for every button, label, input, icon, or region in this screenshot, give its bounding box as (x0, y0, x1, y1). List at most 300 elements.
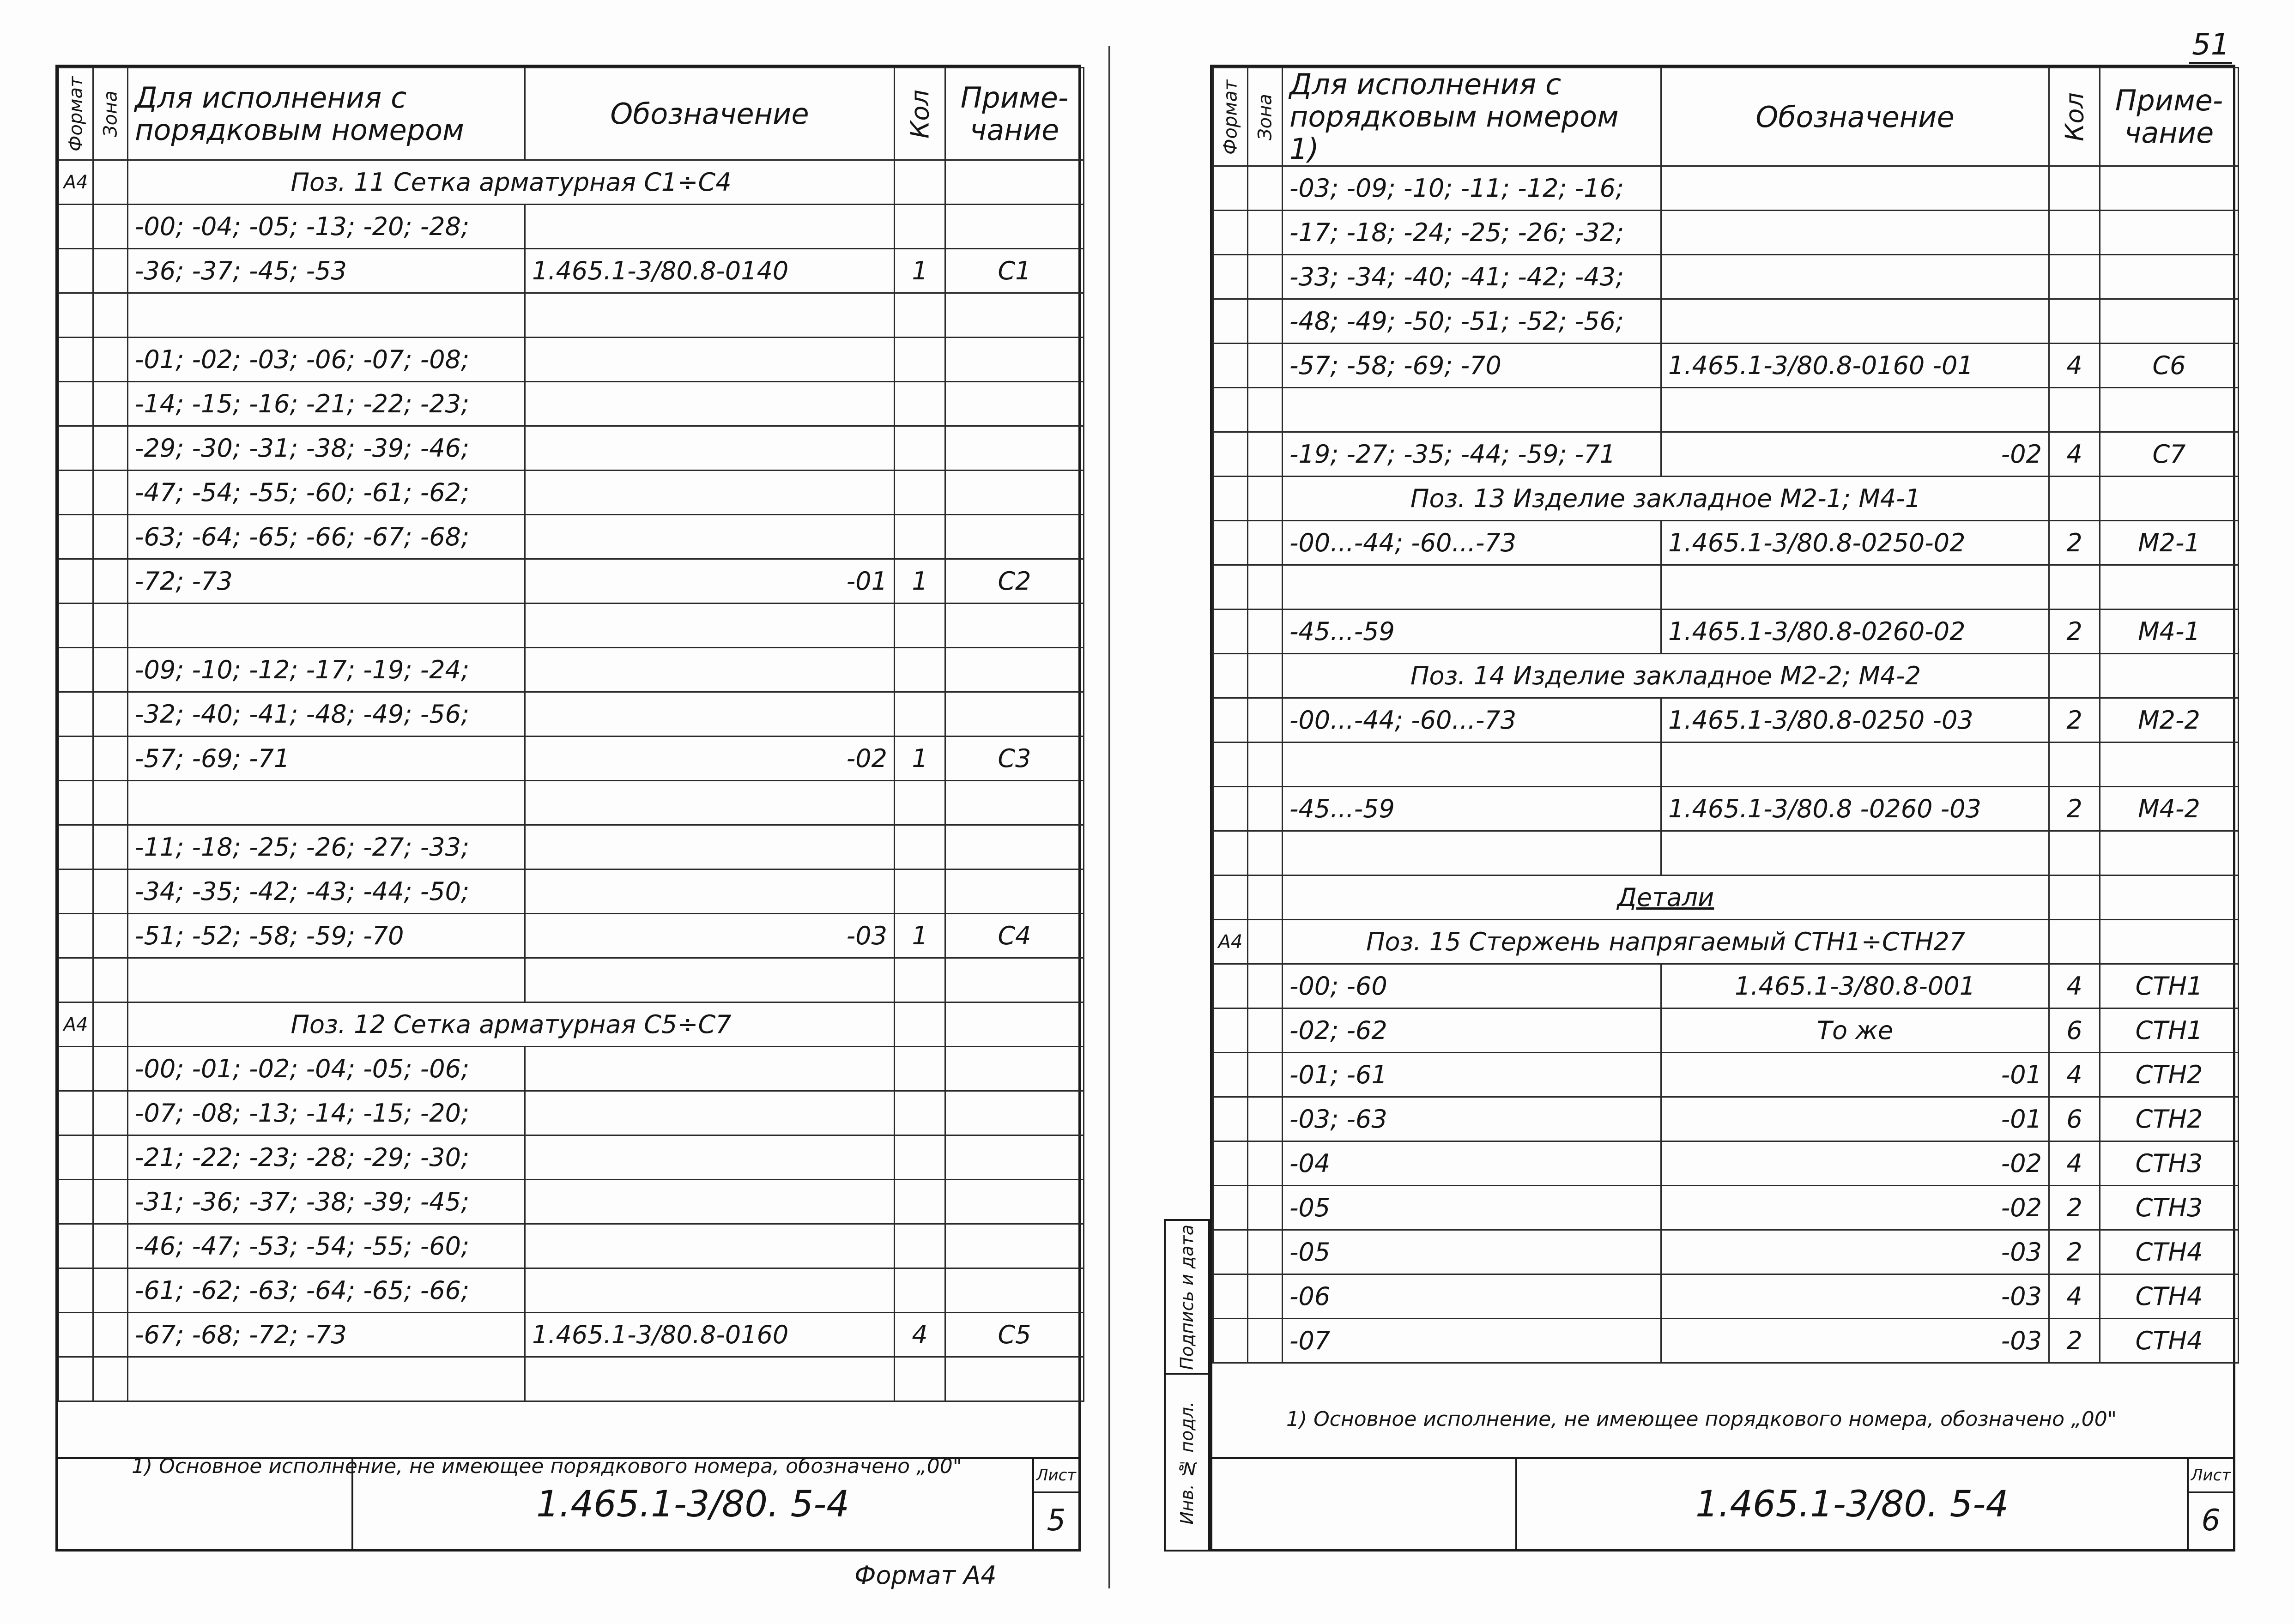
variant-cell: -07 (1283, 1319, 1661, 1363)
note-cell: С3 (945, 737, 1084, 781)
sheet-box (1032, 1459, 1078, 1549)
qty-cell (2049, 920, 2100, 964)
qty-cell (2049, 831, 2100, 875)
doc-number: 1.465.1-3/80. 5-4 (536, 1483, 849, 1525)
designation-cell (525, 426, 895, 471)
format-cell (59, 1357, 93, 1401)
qty-cell (895, 1357, 945, 1401)
format-cell: А4 (1213, 920, 1248, 964)
spec-table-right (1212, 67, 2239, 1364)
variant-cell: -03; -63 (1283, 1097, 1661, 1141)
designation-cell (525, 692, 895, 737)
note-cell (945, 160, 1084, 205)
format-cell (1213, 1319, 1248, 1363)
qty-cell (895, 515, 945, 559)
zone-cell (93, 604, 128, 648)
designation-cell: -01 (1661, 1097, 2049, 1141)
zone-cell (1248, 1230, 1283, 1274)
table-row (1213, 166, 2239, 211)
zone-cell (93, 648, 128, 692)
designation-cell: То же (1661, 1008, 2049, 1053)
spec-sheet-left (55, 65, 1081, 1552)
table-row (1213, 787, 2239, 831)
designation-cell (1661, 211, 2049, 255)
table-row (1213, 1319, 2239, 1363)
designation-cell (525, 1091, 895, 1135)
designation-cell (525, 1180, 895, 1224)
designation-cell: -02 (1661, 1141, 2049, 1186)
designation-cell: 1.465.1-3/80.8 -0260 -03 (1661, 787, 2049, 831)
designation-cell (525, 869, 895, 914)
qty-cell (895, 471, 945, 515)
zone-cell (93, 559, 128, 604)
variant-cell: -03; -09; -10; -11; -12; -16; (1283, 166, 1661, 211)
sheet-box (2187, 1459, 2233, 1549)
qty-cell: 6 (2049, 1097, 2100, 1141)
variant-cell: -00; -04; -05; -13; -20; -28; (128, 205, 525, 249)
header-row (1213, 68, 2239, 166)
format-cell (59, 426, 93, 471)
designation-cell: 1.465.1-3/80.8-001 (1661, 964, 2049, 1008)
note-cell (2100, 255, 2239, 299)
format-cell (59, 205, 93, 249)
variant-cell: -00...-44; -60...-73 (1283, 698, 1661, 743)
variant-cell: -45...-59 (1283, 787, 1661, 831)
section-row (1213, 477, 2239, 521)
format-cell (59, 471, 93, 515)
variant-cell: -45...-59 (1283, 610, 1661, 654)
spec-table-left (58, 67, 1084, 1402)
footnote-right: 1) Основное исполнение, не имеющее порядкового номера, обозначено „00" (1286, 1407, 2117, 1431)
section-title: Поз. 11 Сетка арматурная С1÷С4 (128, 160, 895, 205)
qty-cell: 2 (2049, 1319, 2100, 1363)
designation-cell (1661, 166, 2049, 211)
variant-cell: -17; -18; -24; -25; -26; -32; (1283, 211, 1661, 255)
designation-cell (525, 338, 895, 382)
qty-cell: 2 (2049, 787, 2100, 831)
qty-cell (2049, 477, 2100, 521)
designation-cell: -01 (1661, 1053, 2049, 1097)
note-cell (2100, 831, 2239, 875)
variant-cell (1283, 565, 1661, 610)
note-cell: М4-1 (2100, 610, 2239, 654)
format-cell (1213, 787, 1248, 831)
note-cell (945, 692, 1084, 737)
variant-cell: -72; -73 (128, 559, 525, 604)
header-note: Приме-чание (2100, 68, 2239, 166)
header-variant: Для исполнения с порядковым номером (128, 68, 525, 160)
format-cell (59, 1180, 93, 1224)
variant-cell: -57; -58; -69; -70 (1283, 344, 1661, 388)
variant-cell: -67; -68; -72; -73 (128, 1313, 525, 1357)
note-cell: С2 (945, 559, 1084, 604)
format-cell (59, 1135, 93, 1180)
variant-cell: -61; -62; -63; -64; -65; -66; (128, 1268, 525, 1313)
table-row (1213, 964, 2239, 1008)
note-cell (945, 293, 1084, 338)
designation-cell (525, 1268, 895, 1313)
zone-cell (93, 1091, 128, 1135)
note-cell (945, 958, 1084, 1002)
variant-cell: -63; -64; -65; -66; -67; -68; (128, 515, 525, 559)
designation-cell (525, 825, 895, 869)
qty-cell (2049, 211, 2100, 255)
zone-cell (1248, 388, 1283, 432)
table-row (1213, 1274, 2239, 1319)
zone-cell (93, 914, 128, 958)
zone-cell (1248, 875, 1283, 920)
stamp-signature-date: Подпись и дата (1177, 1224, 1197, 1370)
qty-cell (895, 1180, 945, 1224)
note-cell (945, 338, 1084, 382)
table-row (59, 1135, 1084, 1180)
zone-cell (93, 1224, 128, 1268)
qty-cell (895, 1268, 945, 1313)
table-row (59, 958, 1084, 1002)
table-row (1213, 1008, 2239, 1053)
format-cell (59, 958, 93, 1002)
format-cell (1213, 166, 1248, 211)
format-cell (1213, 1097, 1248, 1141)
header-format: Формат (1213, 68, 1248, 166)
zone-cell (1248, 211, 1283, 255)
zone-cell (93, 160, 128, 205)
format-cell (59, 338, 93, 382)
table-row (1213, 1186, 2239, 1230)
note-cell (2100, 920, 2239, 964)
note-cell (2100, 654, 2239, 698)
zone-cell (93, 781, 128, 825)
table-row (59, 559, 1084, 604)
qty-cell (895, 825, 945, 869)
note-cell (945, 781, 1084, 825)
header-format: Формат (59, 68, 93, 160)
designation-cell (525, 1047, 895, 1091)
qty-cell (895, 1047, 945, 1091)
format-cell (59, 737, 93, 781)
variant-cell: -01; -61 (1283, 1053, 1661, 1097)
designation-cell (1661, 743, 2049, 787)
zone-cell (93, 825, 128, 869)
qty-cell (895, 1135, 945, 1180)
zone-cell (1248, 255, 1283, 299)
note-cell (945, 1357, 1084, 1401)
format-cell (59, 1047, 93, 1091)
note-cell: С6 (2100, 344, 2239, 388)
table-row (1213, 211, 2239, 255)
header-zone: Зона (1248, 68, 1283, 166)
zone-cell (1248, 831, 1283, 875)
variant-cell: -00...-44; -60...-73 (1283, 521, 1661, 565)
zone-cell (93, 1047, 128, 1091)
section-title: Детали (1283, 875, 2049, 920)
zone-cell (93, 1313, 128, 1357)
format-cell: А4 (59, 160, 93, 205)
designation-cell: -03 (1661, 1274, 2049, 1319)
designation-cell (1661, 565, 2049, 610)
note-cell: М4-2 (2100, 787, 2239, 831)
format-cell (1213, 1186, 1248, 1230)
zone-cell (93, 1002, 128, 1047)
format-cell (1213, 477, 1248, 521)
variant-cell: -57; -69; -71 (128, 737, 525, 781)
table-row (59, 1047, 1084, 1091)
note-cell (945, 648, 1084, 692)
doc-number: 1.465.1-3/80. 5-4 (1695, 1483, 2009, 1525)
zone-cell (93, 1135, 128, 1180)
note-cell (2100, 743, 2239, 787)
zone-cell (1248, 432, 1283, 477)
zone-cell (1248, 521, 1283, 565)
header-designation: Обозначение (525, 68, 895, 160)
format-cell (59, 914, 93, 958)
table-row (1213, 565, 2239, 610)
table-row (1213, 521, 2239, 565)
qty-cell (895, 1002, 945, 1047)
note-cell (945, 515, 1084, 559)
zone-cell (1248, 477, 1283, 521)
sheet-label: Лист (1034, 1459, 1078, 1493)
header-row (59, 68, 1084, 160)
format-cell: А4 (59, 1002, 93, 1047)
variant-cell: -33; -34; -40; -41; -42; -43; (1283, 255, 1661, 299)
designation-cell (525, 293, 895, 338)
note-cell (945, 1091, 1084, 1135)
table-row (59, 1180, 1084, 1224)
zone-cell (1248, 344, 1283, 388)
zone-cell (93, 869, 128, 914)
format-cell (1213, 432, 1248, 477)
designation-cell: 1.465.1-3/80.8-0160 -01 (1661, 344, 2049, 388)
zone-cell (1248, 299, 1283, 344)
note-cell (945, 1268, 1084, 1313)
note-cell: СТН3 (2100, 1186, 2239, 1230)
designation-cell (525, 205, 895, 249)
variant-cell: -32; -40; -41; -48; -49; -56; (128, 692, 525, 737)
variant-cell: -05 (1283, 1186, 1661, 1230)
section-title: Поз. 15 Стержень напрягаемый СТН1÷СТН27 (1283, 920, 2049, 964)
note-cell (2100, 875, 2239, 920)
title-block-empty-cell (1212, 1459, 1517, 1549)
section-title: Поз. 12 Сетка арматурная С5÷С7 (128, 1002, 895, 1047)
variant-cell: -14; -15; -16; -21; -22; -23; (128, 382, 525, 426)
qty-cell (2049, 255, 2100, 299)
zone-cell (93, 1357, 128, 1401)
variant-cell: -29; -30; -31; -38; -39; -46; (128, 426, 525, 471)
format-cell (1213, 698, 1248, 743)
header-qty: Кол (2049, 68, 2100, 166)
note-cell: СТН1 (2100, 964, 2239, 1008)
format-cell (1213, 521, 1248, 565)
section-title: Поз. 13 Изделие закладное М2-1; М4-1 (1283, 477, 2049, 521)
note-cell (2100, 211, 2239, 255)
variant-cell: -06 (1283, 1274, 1661, 1319)
variant-cell: -11; -18; -25; -26; -27; -33; (128, 825, 525, 869)
designation-cell: -03 (525, 914, 895, 958)
qty-cell: 4 (2049, 344, 2100, 388)
qty-cell: 1 (895, 249, 945, 293)
table-row (59, 692, 1084, 737)
table-row (1213, 388, 2239, 432)
designation-cell (525, 382, 895, 426)
note-cell: СТН4 (2100, 1319, 2239, 1363)
table-row (59, 471, 1084, 515)
zone-cell (93, 1180, 128, 1224)
variant-cell: -47; -54; -55; -60; -61; -62; (128, 471, 525, 515)
designation-cell: 1.465.1-3/80.8-0140 (525, 249, 895, 293)
variant-cell (128, 604, 525, 648)
format-cell (59, 1224, 93, 1268)
designation-cell (525, 1224, 895, 1268)
title-block-left (58, 1457, 1078, 1549)
zone-cell (93, 958, 128, 1002)
header-qty: Кол (895, 68, 945, 160)
table-row (1213, 1053, 2239, 1097)
format-cell (1213, 831, 1248, 875)
zone-cell (93, 1268, 128, 1313)
qty-cell: 2 (2049, 521, 2100, 565)
zone-cell (1248, 787, 1283, 831)
qty-cell (2049, 743, 2100, 787)
designation-cell (525, 1357, 895, 1401)
qty-cell (895, 692, 945, 737)
zone-cell (93, 471, 128, 515)
designation-cell: -02 (525, 737, 895, 781)
variant-cell: -34; -35; -42; -43; -44; -50; (128, 869, 525, 914)
note-cell (945, 471, 1084, 515)
qty-cell (895, 648, 945, 692)
zone-cell (1248, 743, 1283, 787)
note-cell (945, 205, 1084, 249)
designation-cell (525, 515, 895, 559)
format-cell (59, 249, 93, 293)
footnote-left: 1) Основное исполнение, не имеющее порядкового номера, обозначено „00" (132, 1455, 962, 1478)
page-number: 51 (2189, 28, 2232, 64)
designation-cell (525, 471, 895, 515)
variant-cell: -36; -37; -45; -53 (128, 249, 525, 293)
note-cell (945, 1047, 1084, 1091)
table-row (59, 648, 1084, 692)
note-cell (945, 1135, 1084, 1180)
zone-cell (1248, 1008, 1283, 1053)
format-cell (59, 648, 93, 692)
designation-cell: 1.465.1-3/80.8-0260-02 (1661, 610, 2049, 654)
format-cell (1213, 654, 1248, 698)
section-row (1213, 654, 2239, 698)
table-row (59, 1091, 1084, 1135)
zone-cell (93, 692, 128, 737)
table-row (1213, 255, 2239, 299)
note-cell (2100, 477, 2239, 521)
variant-cell (128, 293, 525, 338)
designation-cell: 1.465.1-3/80.8-0250-02 (1661, 521, 2049, 565)
table-row (59, 1224, 1084, 1268)
variant-cell (128, 781, 525, 825)
qty-cell (895, 1224, 945, 1268)
table-row (59, 1357, 1084, 1401)
note-cell (945, 382, 1084, 426)
qty-cell: 4 (2049, 1274, 2100, 1319)
table-row (59, 869, 1084, 914)
designation-cell: -02 (1661, 432, 2049, 477)
table-row (1213, 743, 2239, 787)
variant-cell (1283, 388, 1661, 432)
qty-cell: 2 (2049, 610, 2100, 654)
format-cell (1213, 1230, 1248, 1274)
header-zone: Зона (93, 68, 128, 160)
zone-cell (93, 249, 128, 293)
designation-cell: 1.465.1-3/80.8-0250 -03 (1661, 698, 2049, 743)
table-row (1213, 299, 2239, 344)
zone-cell (93, 293, 128, 338)
variant-cell: -46; -47; -53; -54; -55; -60; (128, 1224, 525, 1268)
variant-cell: -21; -22; -23; -28; -29; -30; (128, 1135, 525, 1180)
note-cell (945, 825, 1084, 869)
title-block-right (1212, 1457, 2233, 1549)
note-cell: М2-2 (2100, 698, 2239, 743)
zone-cell (1248, 1319, 1283, 1363)
variant-cell: -00; -60 (1283, 964, 1661, 1008)
note-cell: СТН1 (2100, 1008, 2239, 1053)
note-cell (945, 869, 1084, 914)
qty-cell: 4 (2049, 1141, 2100, 1186)
binding-divider (1108, 46, 1110, 1588)
format-cell (1213, 1141, 1248, 1186)
qty-cell: 1 (895, 914, 945, 958)
note-cell (945, 1002, 1084, 1047)
designation-cell (525, 648, 895, 692)
qty-cell (895, 604, 945, 648)
variant-cell: -02; -62 (1283, 1008, 1661, 1053)
note-cell (945, 426, 1084, 471)
variant-cell: -00; -01; -02; -04; -05; -06; (128, 1047, 525, 1091)
format-cell (59, 1268, 93, 1313)
table-row (59, 515, 1084, 559)
table-row (59, 249, 1084, 293)
qty-cell (895, 205, 945, 249)
format-cell (59, 869, 93, 914)
variant-cell: -19; -27; -35; -44; -59; -71 (1283, 432, 1661, 477)
sheet-label: Лист (2189, 1459, 2233, 1493)
note-cell: С5 (945, 1313, 1084, 1357)
header-note: Приме-чание (945, 68, 1084, 160)
qty-cell (895, 338, 945, 382)
section-row (59, 160, 1084, 205)
table-row (59, 426, 1084, 471)
qty-cell (2049, 166, 2100, 211)
format-cell (1213, 299, 1248, 344)
designation-cell (1661, 831, 2049, 875)
note-cell: СТН3 (2100, 1141, 2239, 1186)
variant-cell (128, 1357, 525, 1401)
designation-cell (1661, 388, 2049, 432)
designation-cell: -03 (1661, 1230, 2049, 1274)
designation-cell (525, 1135, 895, 1180)
qty-cell (895, 958, 945, 1002)
table-row (59, 338, 1084, 382)
qty-cell (895, 1091, 945, 1135)
format-cell (1213, 1053, 1248, 1097)
zone-cell (1248, 1053, 1283, 1097)
note-cell (945, 604, 1084, 648)
format-cell (1213, 743, 1248, 787)
zone-cell (93, 737, 128, 781)
note-cell: СТН2 (2100, 1053, 2239, 1097)
table-row (1213, 1141, 2239, 1186)
format-cell (59, 293, 93, 338)
note-cell (2100, 388, 2239, 432)
zone-cell (1248, 610, 1283, 654)
